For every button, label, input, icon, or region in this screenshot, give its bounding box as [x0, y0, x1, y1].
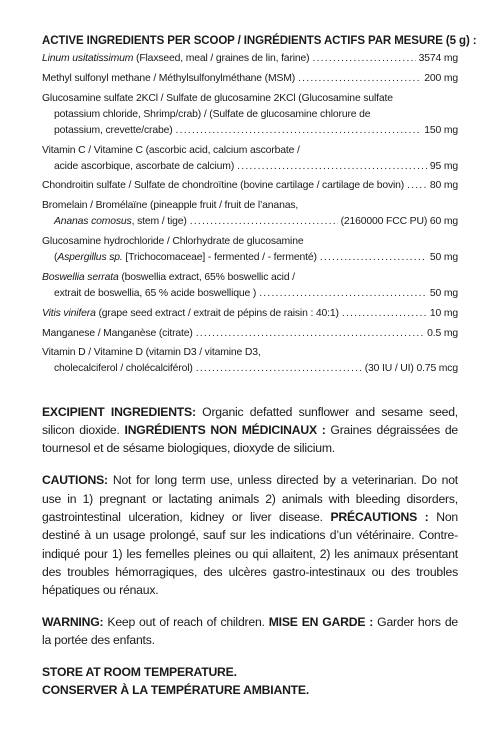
ingredient-name-line: potassium, crevette/crabe): [54, 124, 173, 136]
leader-dots: [190, 214, 338, 230]
cautions-paragraph: [42, 471, 458, 599]
ingredient-amount: (2160000 FCC PU) 60 mg: [340, 216, 458, 228]
ingredient-name-line: , stem / tige): [131, 216, 187, 228]
ingredient-glucosamine-sulfate: [42, 91, 458, 139]
warning-text-en: Keep out of reach of children.: [103, 614, 269, 629]
cautions-label-fr: PRÉCAUTIONS :: [330, 510, 429, 525]
ingredient-name: Methyl sulfonyl methane / Méthylsulfonylméthane (MSM): [42, 72, 296, 84]
warning-label-en: WARNING:: [42, 614, 104, 629]
ingredient-boswellia: [42, 270, 458, 302]
ingredients-list: [42, 51, 458, 378]
ingredient-latin-name: Vitis vinifera: [42, 307, 96, 319]
excipient-label-fr: INGRÉDIENTS NON MÉDICINAUX :: [124, 422, 326, 437]
cautions-label-en: CAUTIONS:: [42, 473, 108, 488]
leader-dots: [298, 71, 421, 87]
ingredient-name-line: Glucosamine hydrochloride / Chlorhydrate de glucosamine: [42, 236, 304, 248]
ingredient-name-line: Vitamin C / Vitamine C (ascorbic acid, calcium ascorbate /: [42, 144, 300, 156]
warning-text-fr: Garder hors de la portée des enfants.: [42, 614, 458, 647]
ingredient-bromelain: [42, 198, 458, 230]
warning-label-fr: MISE EN GARDE :: [268, 614, 374, 629]
leader-dots: [407, 178, 427, 194]
ingredient-latin-name: Linum usitatissimum: [42, 53, 134, 64]
ingredient-name-line: acide ascorbique, ascorbate de calcium): [54, 160, 235, 172]
ingredient-name-line: Glucosamine sulfate 2KCl / Sulfate de glucosamine 2KCl (Glucosamine sulfate: [42, 92, 393, 104]
ingredient-amount: 50 mg: [429, 252, 458, 264]
excipient-text-en: Organic defatted sunflower and sesame seed, silicon dioxide.: [42, 404, 458, 437]
ingredient-amount: 0.5 mg: [427, 327, 458, 339]
ingredient-amount: 50 mg: [429, 288, 458, 300]
ingredient-chondroitin: [42, 178, 458, 194]
ingredient-vitamin-c: [42, 143, 458, 175]
ingredient-linum: [42, 51, 458, 67]
storage-block: [42, 663, 458, 700]
ingredient-amount: 10 mg: [429, 307, 458, 319]
ingredient-name-line: Vitamin D / Vitamine D (vitamin D3 / vitamine D3,: [42, 347, 261, 359]
leader-dots: [196, 326, 424, 342]
ingredient-name-line: Bromelain / Bromélaïne (pineapple fruit / fruit de l’ananas,: [42, 200, 299, 212]
ingredient-amount: 3574 mg: [418, 53, 458, 64]
warning-paragraph: [42, 613, 458, 650]
leader-dots: [176, 123, 422, 139]
open-paren: (: [54, 252, 58, 264]
leader-dots: [259, 286, 427, 302]
ingredient-msm: [42, 71, 458, 87]
ingredient-latin-name: Boswellia serrata: [42, 271, 119, 283]
excipient-label-en: EXCIPIENT INGREDIENTS:: [42, 404, 196, 419]
ingredient-name: (Flaxseed, meal / graines de lin, farine): [133, 53, 310, 64]
ingredient-name-line: (boswellia extract, 65% boswellic acid /: [118, 271, 295, 283]
ingredients-heading: ACTIVE INGREDIENTS PER SCOOP / INGRÉDIENTS ACTIFS PAR MESURE (5 g) :: [42, 35, 477, 47]
ingredient-glucosamine-hcl: [42, 234, 458, 266]
ingredient-amount: 80 mg: [429, 180, 458, 192]
leader-dots: [342, 306, 427, 322]
ingredient-name-line: extrait de boswellia, 65 % acide boswellique ): [54, 288, 257, 300]
cautions-text-fr: Non destiné à un usage prolongé, sauf sur les indications d’un vétérinaire. Contre-indiqué pour 1) les femelles pleines ou qui allaitent, 2) les animaux présentant des troubles hémorragiques, des ulcères gastro-intestinaux ou des troubles hépatiques ou rénaux.: [42, 510, 458, 598]
ingredient-vitis: [42, 306, 458, 322]
ingredient-amount: (30 IU / UI) 0.75 mcg: [364, 363, 458, 375]
storage-line-fr: CONSERVER À LA TEMPÉRATURE AMBIANTE.: [42, 683, 310, 698]
leader-dots: [312, 51, 415, 67]
cautions-text-en: Not for long term use, unless directed by a veterinarian. Do not use in 1) pregnant or lactating animals 2) animals with bleeding disorders, gastrointestinal ulceration, kidney or liver disease.: [42, 473, 458, 525]
ingredient-amount: 200 mg: [424, 72, 458, 84]
ingredient-name-line: [Trichocomaceae] - fermented / - fermenté): [122, 252, 317, 264]
ingredient-name-line: cholecalciferol / cholécalciférol): [54, 363, 193, 375]
ingredient-name-line: potassium chloride, Shrimp/crab) / (Sulfate de glucosamine chlorure de: [54, 108, 371, 120]
ingredient-amount: 95 mg: [429, 160, 458, 172]
excipient-paragraph: [42, 403, 458, 458]
leader-dots: [320, 250, 427, 266]
storage-line-en: STORE AT ROOM TEMPERATURE.: [42, 665, 237, 680]
ingredient-latin-name: Aspergillus sp.: [57, 252, 123, 264]
excipient-text-fr: Graines dégraissées de tournesol et de sésame biologiques, dioxyde de silicium.: [42, 422, 458, 456]
ingredient-name: (grape seed extract / extrait de pépins de raisin : 40:1): [95, 307, 339, 319]
ingredient-manganese: [42, 326, 458, 342]
leader-dots: [237, 159, 427, 175]
ingredient-name: Chondroitin sulfate / Sulfate de chondroïtine (bovine cartilage / cartilage de bovin): [42, 180, 405, 192]
ingredient-latin-name: Ananas comosus: [54, 216, 132, 228]
ingredient-name: Manganese / Manganèse (citrate): [42, 327, 193, 339]
leader-dots: [196, 361, 362, 377]
ingredient-vitamin-d: [42, 345, 458, 377]
ingredient-amount: 150 mg: [424, 124, 458, 136]
